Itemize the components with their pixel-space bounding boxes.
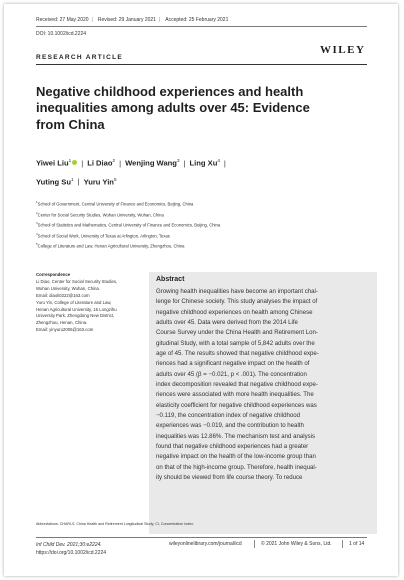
publisher-logo: WILEY	[320, 44, 366, 56]
correspondence-line: Yuru Yin, College of Literature and Law,	[36, 299, 112, 305]
page-number: 1 of 14	[349, 541, 365, 547]
abstract-line: ity should be viewed from life course theory. To reduce	[156, 473, 303, 481]
author-affil-ref: 5	[113, 176, 117, 182]
abstract-line: adults over 45. Data were derived from the 2014 Life	[156, 318, 298, 326]
journal-citation: Inf Child Dev. 2021;30:e2224.	[36, 542, 102, 548]
footer-citation	[36, 541, 106, 557]
correspondence-line: Henan Agricultural University, 15 Longzihu	[36, 306, 117, 312]
author-name[interactable]: Ling Xu	[189, 158, 218, 168]
article-page	[4, 4, 398, 576]
accepted-date: Accepted: 25 February 2021	[165, 17, 229, 23]
footer-divider	[254, 540, 255, 548]
correspondence-line: University Park, Zhengdong New District,	[36, 313, 115, 319]
author-affil-ref: 2	[112, 158, 116, 163]
affiliation-item: $^4$School of Social Work, University of Texas at Arlington, Arlington, Texas	[36, 231, 170, 239]
correspondence-heading: Correspondence	[36, 272, 71, 277]
abstract-line: gitudinal Study, with a total sample of 5,842 adults over the	[156, 339, 315, 347]
correspondence-line: Li Diao, Center for Social Security Studies,	[36, 278, 118, 284]
affiliation-item: $^2$Center for Social Security Studies, Wuhan University, Wuhan, China	[36, 210, 164, 217]
correspondence-line: Wuhan University, Wuhan, China.	[36, 285, 101, 291]
abstract-line: Course Survey under the China Health and Retirement Lon-	[156, 329, 318, 337]
author-name[interactable]: Li Diao	[87, 158, 113, 168]
correspondence-email[interactable]: Email: yinyuru2006@163.com	[36, 327, 94, 333]
abstract-line: −0.119, the concentration index of negative childhood	[156, 411, 301, 419]
affiliation-item: $^1$School of Government, Central University of Finance and Economics, Beijing, China	[36, 200, 194, 207]
author-affil-ref: 3	[176, 158, 180, 163]
abstract-line: Growing health inequalities have become an important chal-	[156, 288, 318, 295]
abstract-line: negative impact on the health of the low-income group than	[156, 453, 316, 461]
publication-dates: Received: 27 May 2020 | Revised: 29 January 2021 | Accepted: 25 February 2021	[36, 17, 229, 23]
footer-divider	[342, 540, 343, 548]
author-name[interactable]: Yuru Yin	[83, 177, 114, 187]
abstract-line: on that of the high-income group. Therefore, health inequal-	[156, 463, 317, 471]
doi-link[interactable]: https://doi.org/10.1002/icd.2224	[36, 550, 107, 556]
abstract-line: negative childhood experiences on health among Chinese	[156, 308, 313, 316]
abstract-heading: Abstract	[156, 276, 185, 283]
abstract-line: inequalities was 12.86%. The mechanism test and analysis	[156, 432, 316, 440]
correspondence-block	[36, 272, 136, 334]
abstract-line: age of 45. The results showed that negative childhood expe-	[156, 349, 319, 357]
abstract-line: lenge for Chinese society. This study analyses the impact of	[156, 298, 318, 306]
author-name[interactable]: Yuting Su	[36, 177, 72, 187]
doi-label[interactable]: DOI: 10.1002/icd.2224	[36, 31, 87, 37]
article-type-label: RESEARCH ARTICLE	[36, 54, 124, 61]
correspondence-line: Zhengzhou, Henan, China.	[36, 320, 88, 326]
abstract-text	[156, 287, 367, 483]
author-name[interactable]: Yiwei Liu	[36, 158, 69, 168]
abstract-line: found that negative childhood experiences had a greater	[156, 442, 309, 450]
abstract-line: riences had a significant negative impact on the health of	[156, 360, 310, 368]
affiliation-item: $^5$College of Literature and Law, Henan Agricultural University, Zhengzhou, China	[36, 242, 185, 249]
orcid-icon[interactable]	[72, 160, 77, 165]
article-title: Negative childhood experiences and health inequalities among adults over 45: Evidence from China	[36, 84, 310, 132]
revised-date: Revised: 29 January 2021	[97, 17, 156, 23]
journal-site-link[interactable]: wileyonlinelibrary.com/journal/icd	[169, 541, 242, 547]
abstract-line: elasticity coefficient for negative childhood experiences was	[156, 401, 317, 409]
affiliation-item: $^3$School of Statistics and Mathematics, Central University of Finance and Economics, Beijing, China	[36, 221, 221, 228]
affiliation-list	[36, 198, 366, 251]
article-type-rule	[36, 64, 367, 65]
abstract-line: riences were associated with more health inequalities. The	[156, 391, 314, 399]
abbreviations-note: Abbreviations: CHARLS, China Health and Retirement Longitudinal Study; CI, Concentration Index.	[36, 522, 195, 526]
abstract-line: experiences was −0.019, and the contribution to health	[156, 422, 304, 430]
author-affil-ref: 1	[68, 158, 72, 163]
abstract-line: index decomposition revealed that negative childhood expe-	[156, 380, 318, 388]
author-list: Yiwei Liu$^1$ | Li Diao$^2$ | Wenjing Wang$^3$ | Ling Xu$^4$ | Yuting Su$^1$ | Yuru Yin$^5$	[36, 158, 226, 187]
correspondence-email[interactable]: Email: diaoli0322@163.com	[36, 292, 90, 298]
header-rule	[36, 26, 367, 27]
footer-rule	[36, 537, 367, 538]
author-affil-ref: 1	[71, 176, 74, 182]
author-affil-ref: 4	[217, 158, 220, 163]
abstract-line: adults over 45 (β = −0.021, p < .001). The concentration	[156, 370, 307, 378]
received-date: Received: 27 May 2020	[36, 17, 89, 23]
author-name[interactable]: Wenjing Wang	[125, 158, 177, 168]
copyright-notice: © 2021 John Wiley & Sons, Ltd.	[261, 541, 332, 547]
